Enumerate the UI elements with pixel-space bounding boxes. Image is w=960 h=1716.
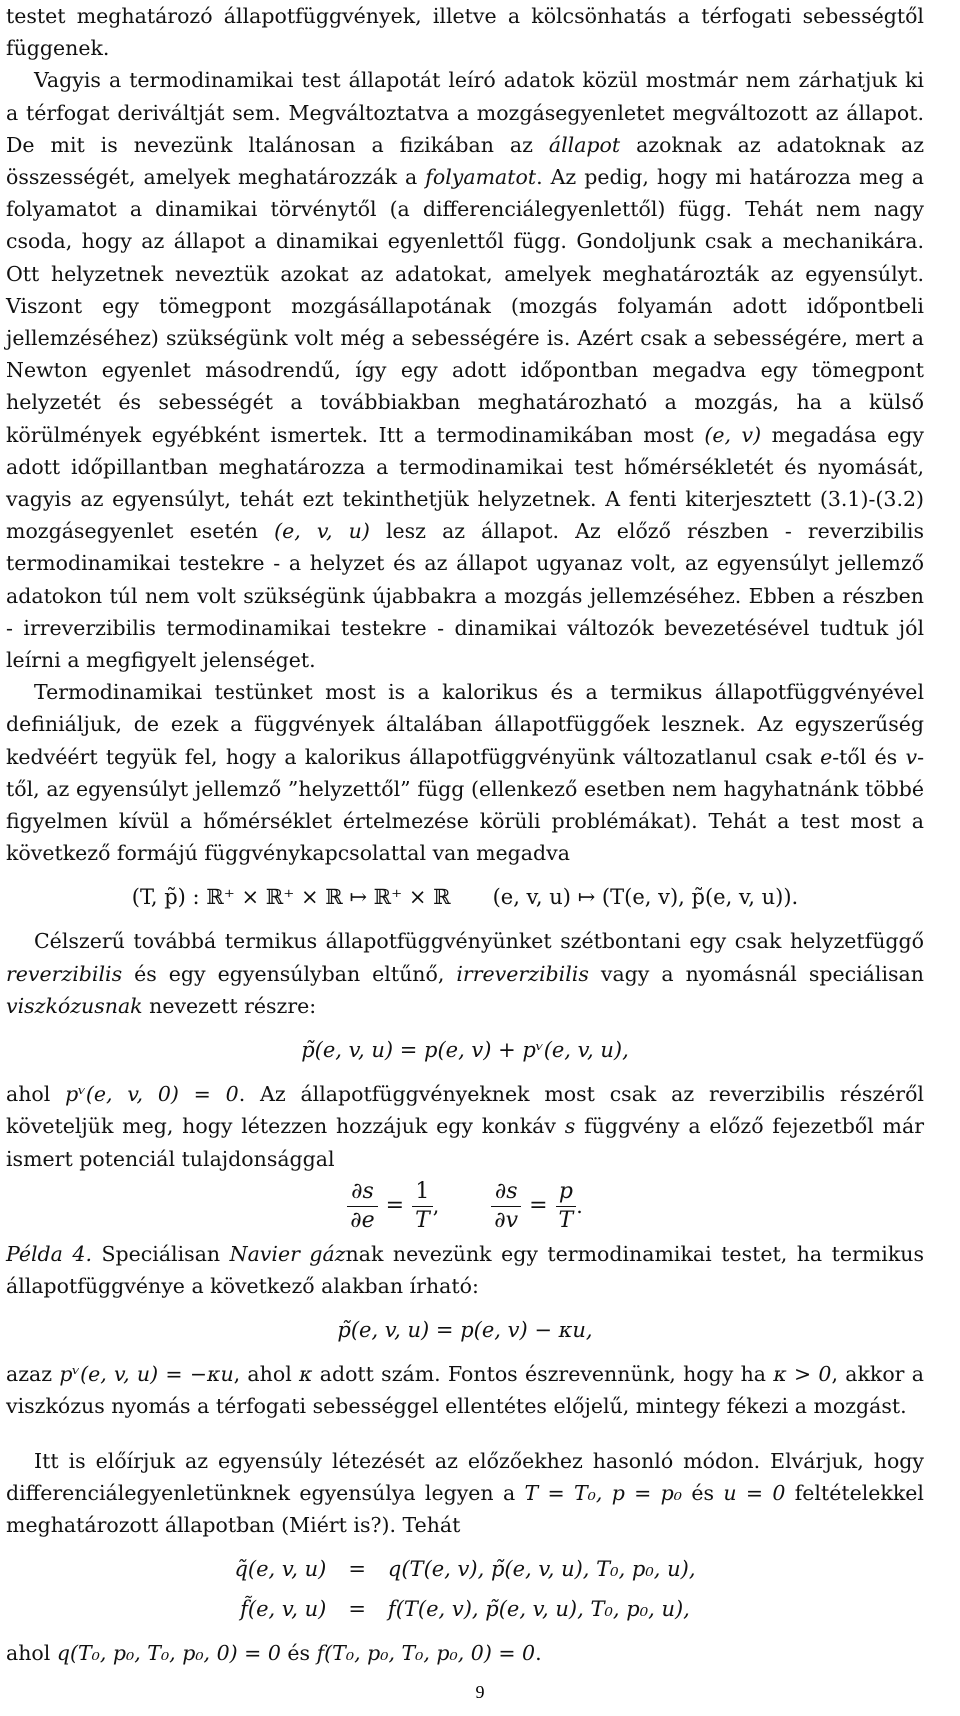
equation-row-left: f̃(e, v, u): [240, 1597, 327, 1622]
fraction-1-over-t: $\frac{1}{T}$: [412, 1179, 433, 1234]
math-inline: (e, v, u): [274, 519, 370, 544]
math-inline: pᵛ(e, v, u) = −κu: [59, 1362, 234, 1387]
math-inline: q(T₀, p₀, T₀, p₀, 0) = 0: [56, 1641, 281, 1666]
math-inline: T = T₀, p = p₀: [524, 1480, 682, 1505]
paragraph-decomposition: Célszerű továbbá termikus állapotfüggvényünket szétbontani egy csak helyzetfüggő reverzibilis és egy egyensúlyban eltűnő, irreverzibilis vagy a nyomásnál speciálisan viszkózusnak nevezett részre:: [6, 929, 924, 1018]
term-folyamat: folyamatot: [425, 165, 537, 190]
paragraph-continuation: testet meghatározó állapotfüggvények, illetve a kölcsönhatás a térfogati sebességtől függenek.: [6, 4, 924, 61]
paragraph-viscous-pressure: azaz pᵛ(e, v, u) = −κu, ahol κ adott szám. Fontos észrevennünk, hogy ha κ > 0, akkor a viszkózus nyomás a térfogati sebességgel ellentétes előjelű, mintegy fékezi a mozgást.: [6, 1362, 924, 1419]
equation-row-left: q̃(e, v, u): [234, 1557, 327, 1582]
math-inline: κ > 0: [773, 1362, 832, 1387]
math-inline: κ: [299, 1362, 313, 1387]
example-label: Példa 4.: [6, 1241, 92, 1266]
equation-mapping: [6, 877, 924, 917]
equation-heat-and-force: q̃(e, v, u) = q(T(e, v), p̃(e, v, u), T₀, p₀, u), f̃(e, v, u) = f(T(e, v), p̃(e, v, u), T₀, p₀, u),: [6, 1551, 924, 1627]
paragraph-equilibrium: Itt is előírjuk az egyensúly létezését az előzőekhez hasonló módon. Elvárjuk, hogy differenciálegyenletünknek egyensúlya legyen a T = T₀, p = p₀ és u = 0 feltételekkel meghatározott állapotban (Miért is?). Tehát: [6, 1448, 924, 1537]
fraction-ds-de: $\frac{\partial s}{\partial e}$: [347, 1179, 377, 1234]
term-reverzibilis: reverzibilis: [6, 961, 123, 986]
equation-pressure-split: p̃(e, v, u) = p(e, v) + pᵛ(e, v, u),: [301, 1038, 629, 1063]
paragraph-potential: ahol pᵛ(e, v, 0) = 0. Az állapotfüggvényeknek most csak az reverzibilis részéről követeljük meg, hogy létezzen hozzájuk egy konkáv s függvény a előző fejezetből már ismert potenciál tulajdonsággal: [6, 1082, 924, 1171]
equation-row-right: f(T(e, v), p̃(e, v, u), T₀, p₀, u),: [387, 1597, 690, 1622]
math-inline: (e, v): [704, 422, 762, 447]
term-navier-gaz: Navier gáz: [229, 1241, 346, 1266]
term-viszkozus: viszkózusnak: [6, 993, 143, 1018]
example-navier-gas: Példa 4. Speciálisan Navier gáznak nevezünk egy termodinamikai testet, ha termikus állapotfüggvénye a következő alakban írható:: [6, 1241, 924, 1298]
term-allapot: állapot: [548, 132, 621, 157]
equation-mapping-right: (e, v, u) ↦ (T(e, v), p̃(e, v, u)).: [492, 885, 799, 910]
equation-entropy-derivatives: $\frac{\partial s}{\partial e}$ = $\frac{1}{T}$ , $\frac{\partial s}{\partial v}$ = $\frac{p}{T}$ .: [6, 1179, 924, 1234]
page-number: 9: [475, 1682, 485, 1702]
paragraph-state-definition: Vagyis a termodinamikai test állapotát leíró adatok közül mostmár nem zárhatjuk ki a térfogat deriváltját sem. Megváltoztatva a mozgásegyenletet megváltozott az állapot. De mit is nevezünk ltalánosan a fizikában az állapot azoknak az adatoknak az összességét, amelyek meghatározzák a folyamatot. Az pedig, hogy mi határozza meg a folyamatot a dinamikai törvénytől (a differenciálegyenlettől) függ. Tehát nem nagy csoda, hogy az állapot a dinamikai egyenlettől függ. Gondoljunk csak a mechanikára. Ott helyzetnek neveztük azokat az adatokat, amelyek meghatározták az egyensúlyt. Viszont egy tömegpont mozgásállapotának (mozgás folyamán adott időpontbeli jellemzéséhez) szükségünk volt még a sebességére is. Azért csak a sebességére, mert a Newton egyenlet másodrendű, így egy adott időpontban megadva egy tömegpont helyzetét és sebességét a továbbiakban meghatározható a mozgás, ha a külső körülmények egyébként ismertek. Itt a termodinamikában most (e, v) megadása egy adott időpillantban meghatározza a termodinamikai test hőmérsékletét és nyomását, vagyis az egyensúlyt, tehát ezt tekinthetjük helyzetnek. A fenti kiterjesztett (3.1)-(3.2) mozgásegyenlet esetén (e, v, u) lesz az állapot. Az előző részben - reverzibilis termodinamikai testekre - a helyzet és az állapot ugyanaz volt, az egyensúlyt jellemző adatokon túl nem volt szükségünk újabbakra a mozgás jellemzéséhez. Ebben a részben - irreverzibilis termodinamikai testekre - dinamikai változók bevezetésével tudtuk jól leírni a megfigyelt jelenséget.: [6, 68, 924, 673]
math-inline: s: [564, 1114, 576, 1139]
math-inline: v: [905, 744, 918, 769]
equation-mapping-left: (T, p̃) : ℝ⁺ × ℝ⁺ × ℝ ↦ ℝ⁺ × ℝ: [131, 885, 451, 910]
term-irreverzibilis: irreverzibilis: [456, 961, 589, 986]
math-inline: f(T₀, p₀, T₀, p₀, 0) = 0: [316, 1641, 536, 1666]
fraction-p-over-t: $\frac{p}{T}$: [556, 1179, 577, 1234]
math-inline: pᵛ(e, v, 0) = 0: [65, 1082, 239, 1107]
fraction-ds-dv: $\frac{\partial s}{\partial v}$: [491, 1179, 521, 1234]
math-inline: u = 0: [723, 1480, 786, 1505]
equation-navier-pressure: p̃(e, v, u) = p(e, v) − κu,: [337, 1318, 593, 1343]
math-inline: e: [820, 744, 833, 769]
paragraph-equilibrium-conditions: ahol q(T₀, p₀, T₀, p₀, 0) = 0 és f(T₀, p₀, T₀, p₀, 0) = 0.: [6, 1641, 542, 1666]
equation-row-right: q(T(e, v), p̃(e, v, u), T₀, p₀, u),: [387, 1557, 696, 1582]
paragraph-state-functions: Termodinamikai testünket most is a kalorikus és a termikus állapotfüggvényével definiáljuk, de ezek a függvények általában állapotfüggőek lesznek. Az egyszerűség kedvéért tegyük fel, hogy a kalorikus állapotfüggvényünk változatlanul csak e-től és v-től, az egyensúlyt jellemző ”helyzettől” függ (ellenkező esetben nem hagyhatnánk többé figyelmen kívül a hőmérséklet értelmezése körüli problémákat). Tehát a test most a következő formájú függvénykapcsolattal van megadva: [6, 680, 924, 866]
